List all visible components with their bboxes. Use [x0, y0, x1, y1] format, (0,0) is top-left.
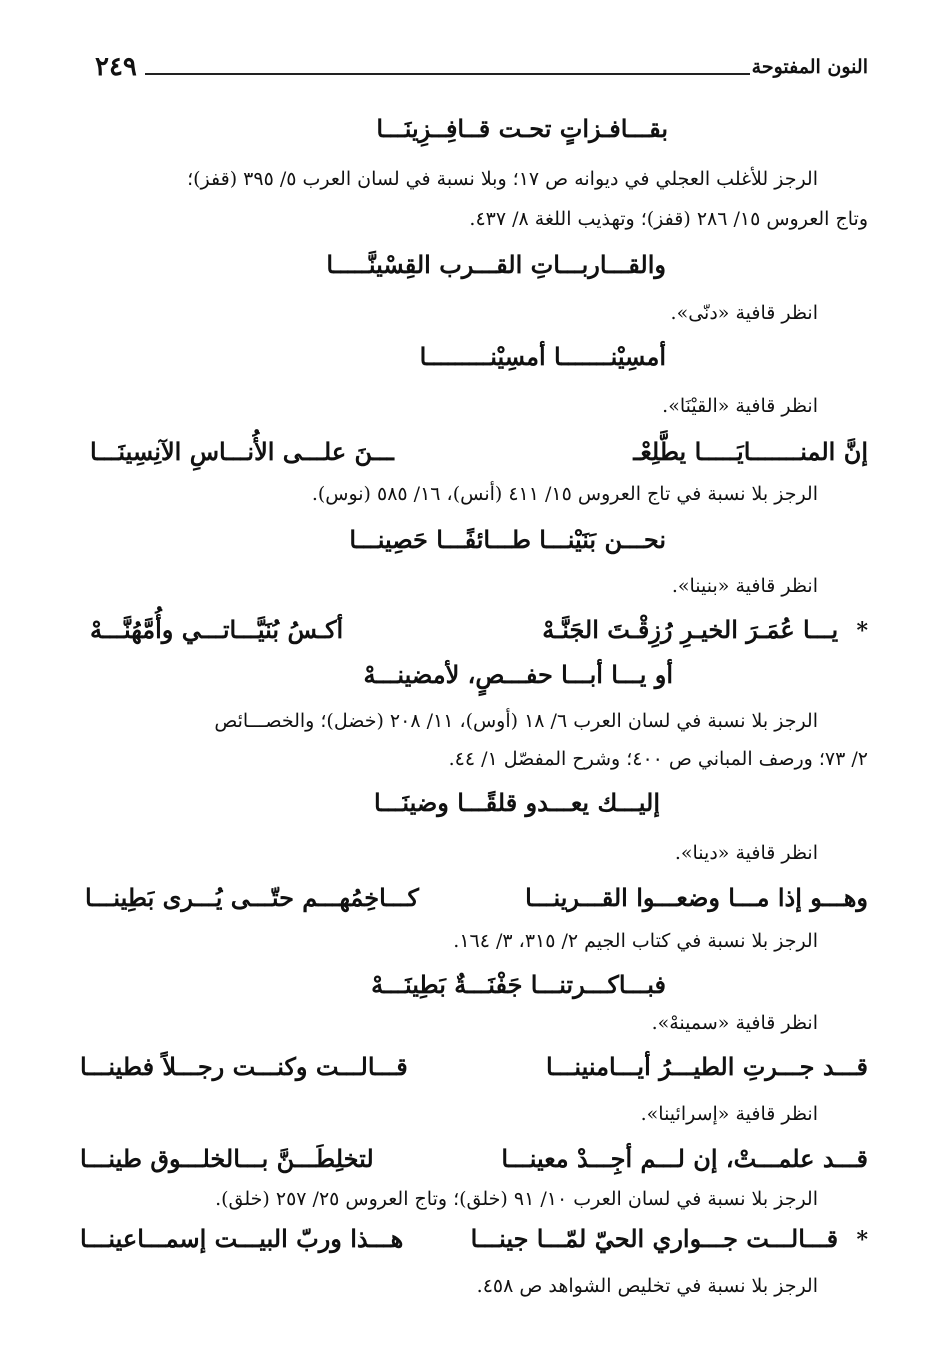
verse-line: نحـــن بَنَيْنـــا طـــائفًـــا حَصِينـــا: [349, 525, 666, 554]
citation-line: الرجز بلا نسبة في تاج العروس ١٥/ ٤١١ (أنس)، ١٦/ ٥٨٥ (نوس).: [311, 483, 818, 505]
second-hemistich: لتخلِطَـــنَّ بـــالخلـــوق طينـــا: [80, 1144, 374, 1173]
cross-reference: انظر قافية «دينا».: [674, 842, 818, 864]
second-hemistich: ـــنَ علـــى الأُنـــاسِ الآنِسِينَـــا: [90, 437, 394, 466]
verse-line: فبـــاكـــرتنـــا جَفْنَـــةٌ بَطِينَـــهْ: [371, 970, 666, 999]
verse-line: بقـــافـزاتٍ تحـت قــافِــزِينَـــا: [376, 114, 668, 143]
page-header: [95, 52, 868, 86]
cross-reference: انظر قافية «دنّى».: [670, 302, 818, 324]
verse-line: أمسِيْنـــــــا أمسِيْنـــــــــا: [419, 342, 666, 371]
citation-line: الرجز للأغلب العجلي في ديوانه ص ١٧؛ وبلا نسبة في لسان العرب ٥/ ٣٩٥ (قفز)؛: [187, 168, 818, 190]
cross-reference: انظر قافية «بنينا».: [671, 575, 818, 597]
verse-couplet: [90, 437, 868, 466]
page-number: ٢٤٩: [95, 52, 137, 82]
first-hemistich: إنَّ المنـــــــايَـــــا يطَّلِعْـ: [633, 437, 868, 466]
verse-couplet: [80, 1224, 868, 1253]
second-hemistich: قـــالـــت وكنـــت رجـــلاً فطينـــا: [80, 1052, 408, 1081]
citation-line: الرجز بلا نسبة في لسان العرب ٦/ ١٨ (أوس)، ١١/ ٢٠٨ (خضل)؛ والخصـــائص: [214, 710, 818, 732]
first-hemistich: قـــد جـــرتِ الطيـــرُ أيـــامنينـــا: [546, 1052, 868, 1081]
second-hemistich: هـــذا وربّ البيـــت إسمـــاعينـــا: [80, 1224, 404, 1253]
verse-line: أو يـــا أبـــا حفـــصٍ، لأمضينـــهْ: [363, 660, 673, 689]
citation-line: وتاج العروس ١٥/ ٢٨٦ (قفز)؛ وتهذيب اللغة ٨/ ٤٣٧.: [469, 208, 868, 230]
cross-reference: انظر قافية «إسرائينا».: [640, 1103, 818, 1125]
verse-couplet: [80, 1052, 868, 1081]
first-hemistich: قـــد علمـــتْ، إن لـــم أجِـــدْ معينـــا: [501, 1144, 868, 1173]
running-title: النون المفتوحة: [751, 56, 868, 78]
verse-line: إليـــك يعـــدو قلقًـــا وضينَـــا: [374, 788, 660, 817]
verse-couplet: [85, 883, 868, 912]
first-hemistich: وهـــو إذا مـــا وضعـــوا القـــرينـــا: [525, 883, 868, 912]
first-hemistich: يـــا عُمَـرَ الخيـرِ رُزِقْـتَ الجَنَّـهْ: [542, 615, 839, 644]
asterisk-marker: *: [856, 618, 868, 644]
cross-reference: انظر قافية «القيْنَا».: [662, 395, 818, 417]
second-hemistich: كـــاخِمُهـــم حتّـــى يُـــرى بَطِينـــا: [85, 883, 419, 912]
cross-reference: انظر قافية «سمينهْ».: [651, 1012, 818, 1034]
citation-line: ٢/ ٧٣؛ ورصف المباني ص ٤٠٠؛ وشرح المفصّل ١/ ٤٤.: [448, 748, 868, 770]
citation-line: الرجز بلا نسبة في كتاب الجيم ٢/ ٣١٥، ٣/ ١٦٤.: [453, 930, 818, 952]
asterisk-marker: *: [856, 1227, 868, 1253]
citation-line: الرجز بلا نسبة في تخليص الشواهد ص ٤٥٨.: [476, 1275, 818, 1297]
verse-couplet: [80, 1144, 868, 1173]
first-hemistich: قـــالـــت جـــواري الحيّ لمّـــا جينـــا: [470, 1224, 839, 1253]
second-hemistich: أكـسُ بُنَيَّـــاتـــي وأُمَّهُنَّـــهْ: [90, 615, 344, 644]
citation-line: الرجز بلا نسبة في لسان العرب ١٠/ ٩١ (خلق)؛ وتاج العروس ٢٥/ ٢٥٧ (خلق).: [215, 1188, 818, 1210]
verse-line: والقـــاربـــاتِ القـــرب القِسْينَّـــــا: [326, 250, 666, 279]
header-rule: [145, 73, 750, 75]
verse-couplet: [90, 615, 868, 644]
